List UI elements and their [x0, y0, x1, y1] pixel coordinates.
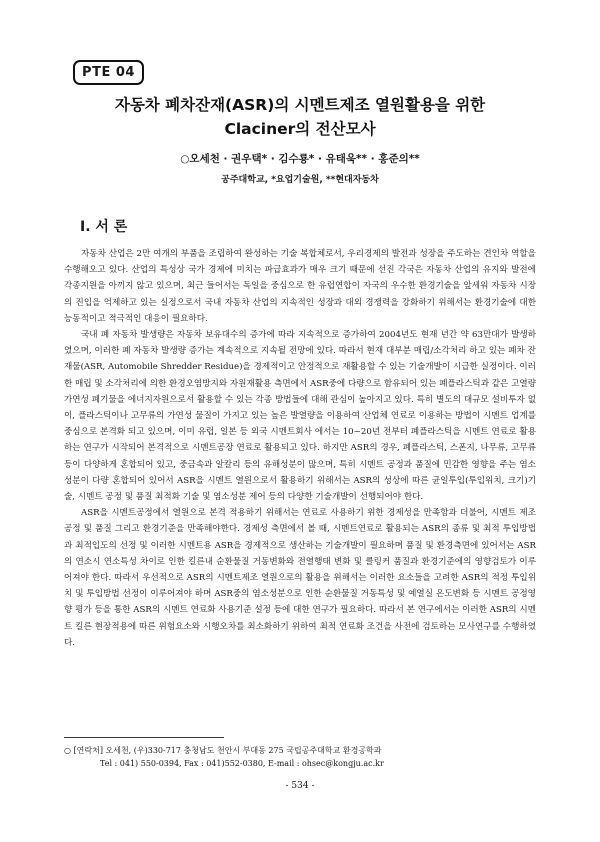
section-heading-introduction: I. 서 론: [80, 219, 128, 235]
footnote-phone-email-line: Tel : 041) 550-0394, Fax : 041)552-0380, E-mail : ohsec@kongju.ac.kr: [100, 759, 384, 768]
paper-title-line-2: Claciner의 전산모사: [224, 120, 376, 138]
affiliation-list: 공주대학교, *요업기술원, **현대자동차: [221, 175, 379, 185]
body-text: [64, 246, 536, 651]
body-paragraph: ASR을 시멘트공정에서 열원으로 본격 적용하기 위해서는 연료로 사용하기 위한 경제성을 만족함과 더불어, 시멘트 제조공정 및 품질 그리고 환경기준을 만족해야한다. 경제성 측면에서 볼 때, 시멘트연료로 활용되는 ASR의 종류 및 최적 투입방법과 최적입도의 선정 및 이러한 시멘트용 ASR을 경제적으로 생산하는 기술개발이 필요하며 품질 및 환경측면에 있어서는 ASR의 연소시 연소특성 차이로 인한 킬른내 순환물질 거동변화와 전열행태 변화 및 클링커 품질과 환경기준에의 영향검토가 이루어져야 한다. 따라서 우선적으로 ASR의 시멘트제조 열원으로의 활용을 위해서는 이러한 요소들을 고려한 ASR의 적정 투입위치 및 투입방법 선정이 이루어져야 하며 ASR중의 염소성분으로 인한 순환물질 거동특성 및 예열실 온도변화 등 시멘트 공정영향 평가 등을 통한 ASR의 시멘트 연료화 사용기준 설정 등에 대한 연구가 필요하다. 따라서 본 연구에서는 이러한 ASR의 시멘트 킬른 현장적용에 따른 위험요소와 시행오차를 최소화하기 위하여 최적 연료화 조건을 사전에 검토하는 모사연구를 수행하였다.: [64, 508, 536, 648]
footnote-contact-line: ○ [연락처] 오세천, (우)330-717 충청남도 천안시 부대동 275 국립공주대학교 환경공학과: [64, 746, 382, 755]
author-list: ○오세천 · 권우택* · 김수룡* · 유태욱** · 홍준의**: [180, 153, 420, 165]
paper-code-badge: PTE 04: [73, 60, 144, 85]
body-paragraph: 자동차 산업은 2만 여개의 부품을 조립하여 완성하는 기술 복합체로서, 우리경제의 발전과 성장을 주도하는 견인차 역할을 수행해오고 있다. 산업의 특성상 국가 경제에 미치는 파급효과가 매우 크기 때문에 선진 각국은 자동차 산업의 유지와 발전에 각종지원을 아끼지 않고 있으며, 최근 들어서는 독일을 중심으로 한 유럽연합이 자국의 우수한 환경기술을 앞세워 자동차 시장의 진입을 억제하고 있는 실정으로서 국내 자동차 산업의 지속적인 성장과 대외 경쟁력을 강화하기 위해서는 환경기술에 대한 능동적이고 적극적인 대응이 필요하다.: [64, 249, 536, 324]
footnote: [64, 744, 536, 770]
page-number: - 534 -: [285, 781, 315, 791]
paper-title-line-1: 자동차 폐차잔재(ASR)의 시멘트제조 열원활용을 위한: [114, 96, 486, 114]
footnote-divider: [64, 737, 224, 738]
body-paragraph: 국내 폐 자동차 발생량은 자동차 보유대수의 증가에 따라 지속적으로 증가하여 2004년도 현재 년간 약 63만대가 발생하였으며, 이러한 폐 자동차 발생량 증가는 계속적으로 지속될 전망에 있다. 따라서 현재 대부분 매립/소각처리 하고 있는 폐차 잔재물(ASR, Automobile Shredder Residue)을 경제적이고 안정적으로 재활용할 수 있는 기술개발이 시급한 실정이다. 이러한 매립 및 소각처리에 의한 환경오염방지와 자원재활용 측면에서 ASR중에 다량으로 함유되어 있는 폐플라스틱과 같은 고열량 가연성 폐기물을 에너지자원으로서 활용할 수 있는 각종 방법들에 대해 관심이 높아지고 있다. 특히 별도의 대규모 설비투자 없이, 플라스틱이나 고무류의 가연성 물질이 가지고 있는 높은 발열량을 이용하여 산업체 연료로 이용하는 방법이 시멘트 업계를 중심으로 본격화 되고 있으며, 이미 유럽, 일본 등 외국 시멘트회사 에서는 10~20년 전부터 폐플라스틱을 시멘트 연료로 활용하는 연구가 시작되어 본격적으로 시멘트공장 연료로 활용되고 있다. 하지만 ASR의 경우, 폐플라스틱, 스폰지, 나무류, 고무류 등이 다양하게 혼합되어 있고, 중금속과 알칼리 등의 유해성분이 많으며, 특히 시멘트 공정과 품질에 민감한 영향을 주는 염소성분이 다량 혼합되어 있어서 ASR을 시멘트 열원으로서 활용하기 위해서는 ASR의 성상에 따른 균일투입(투입위치, 크기)기술, 시멘트 공정 및 품질 최적화 기술 및 염소성분 제어 등의 다양한 기술개발이 선행되어야 한다.: [64, 330, 536, 503]
